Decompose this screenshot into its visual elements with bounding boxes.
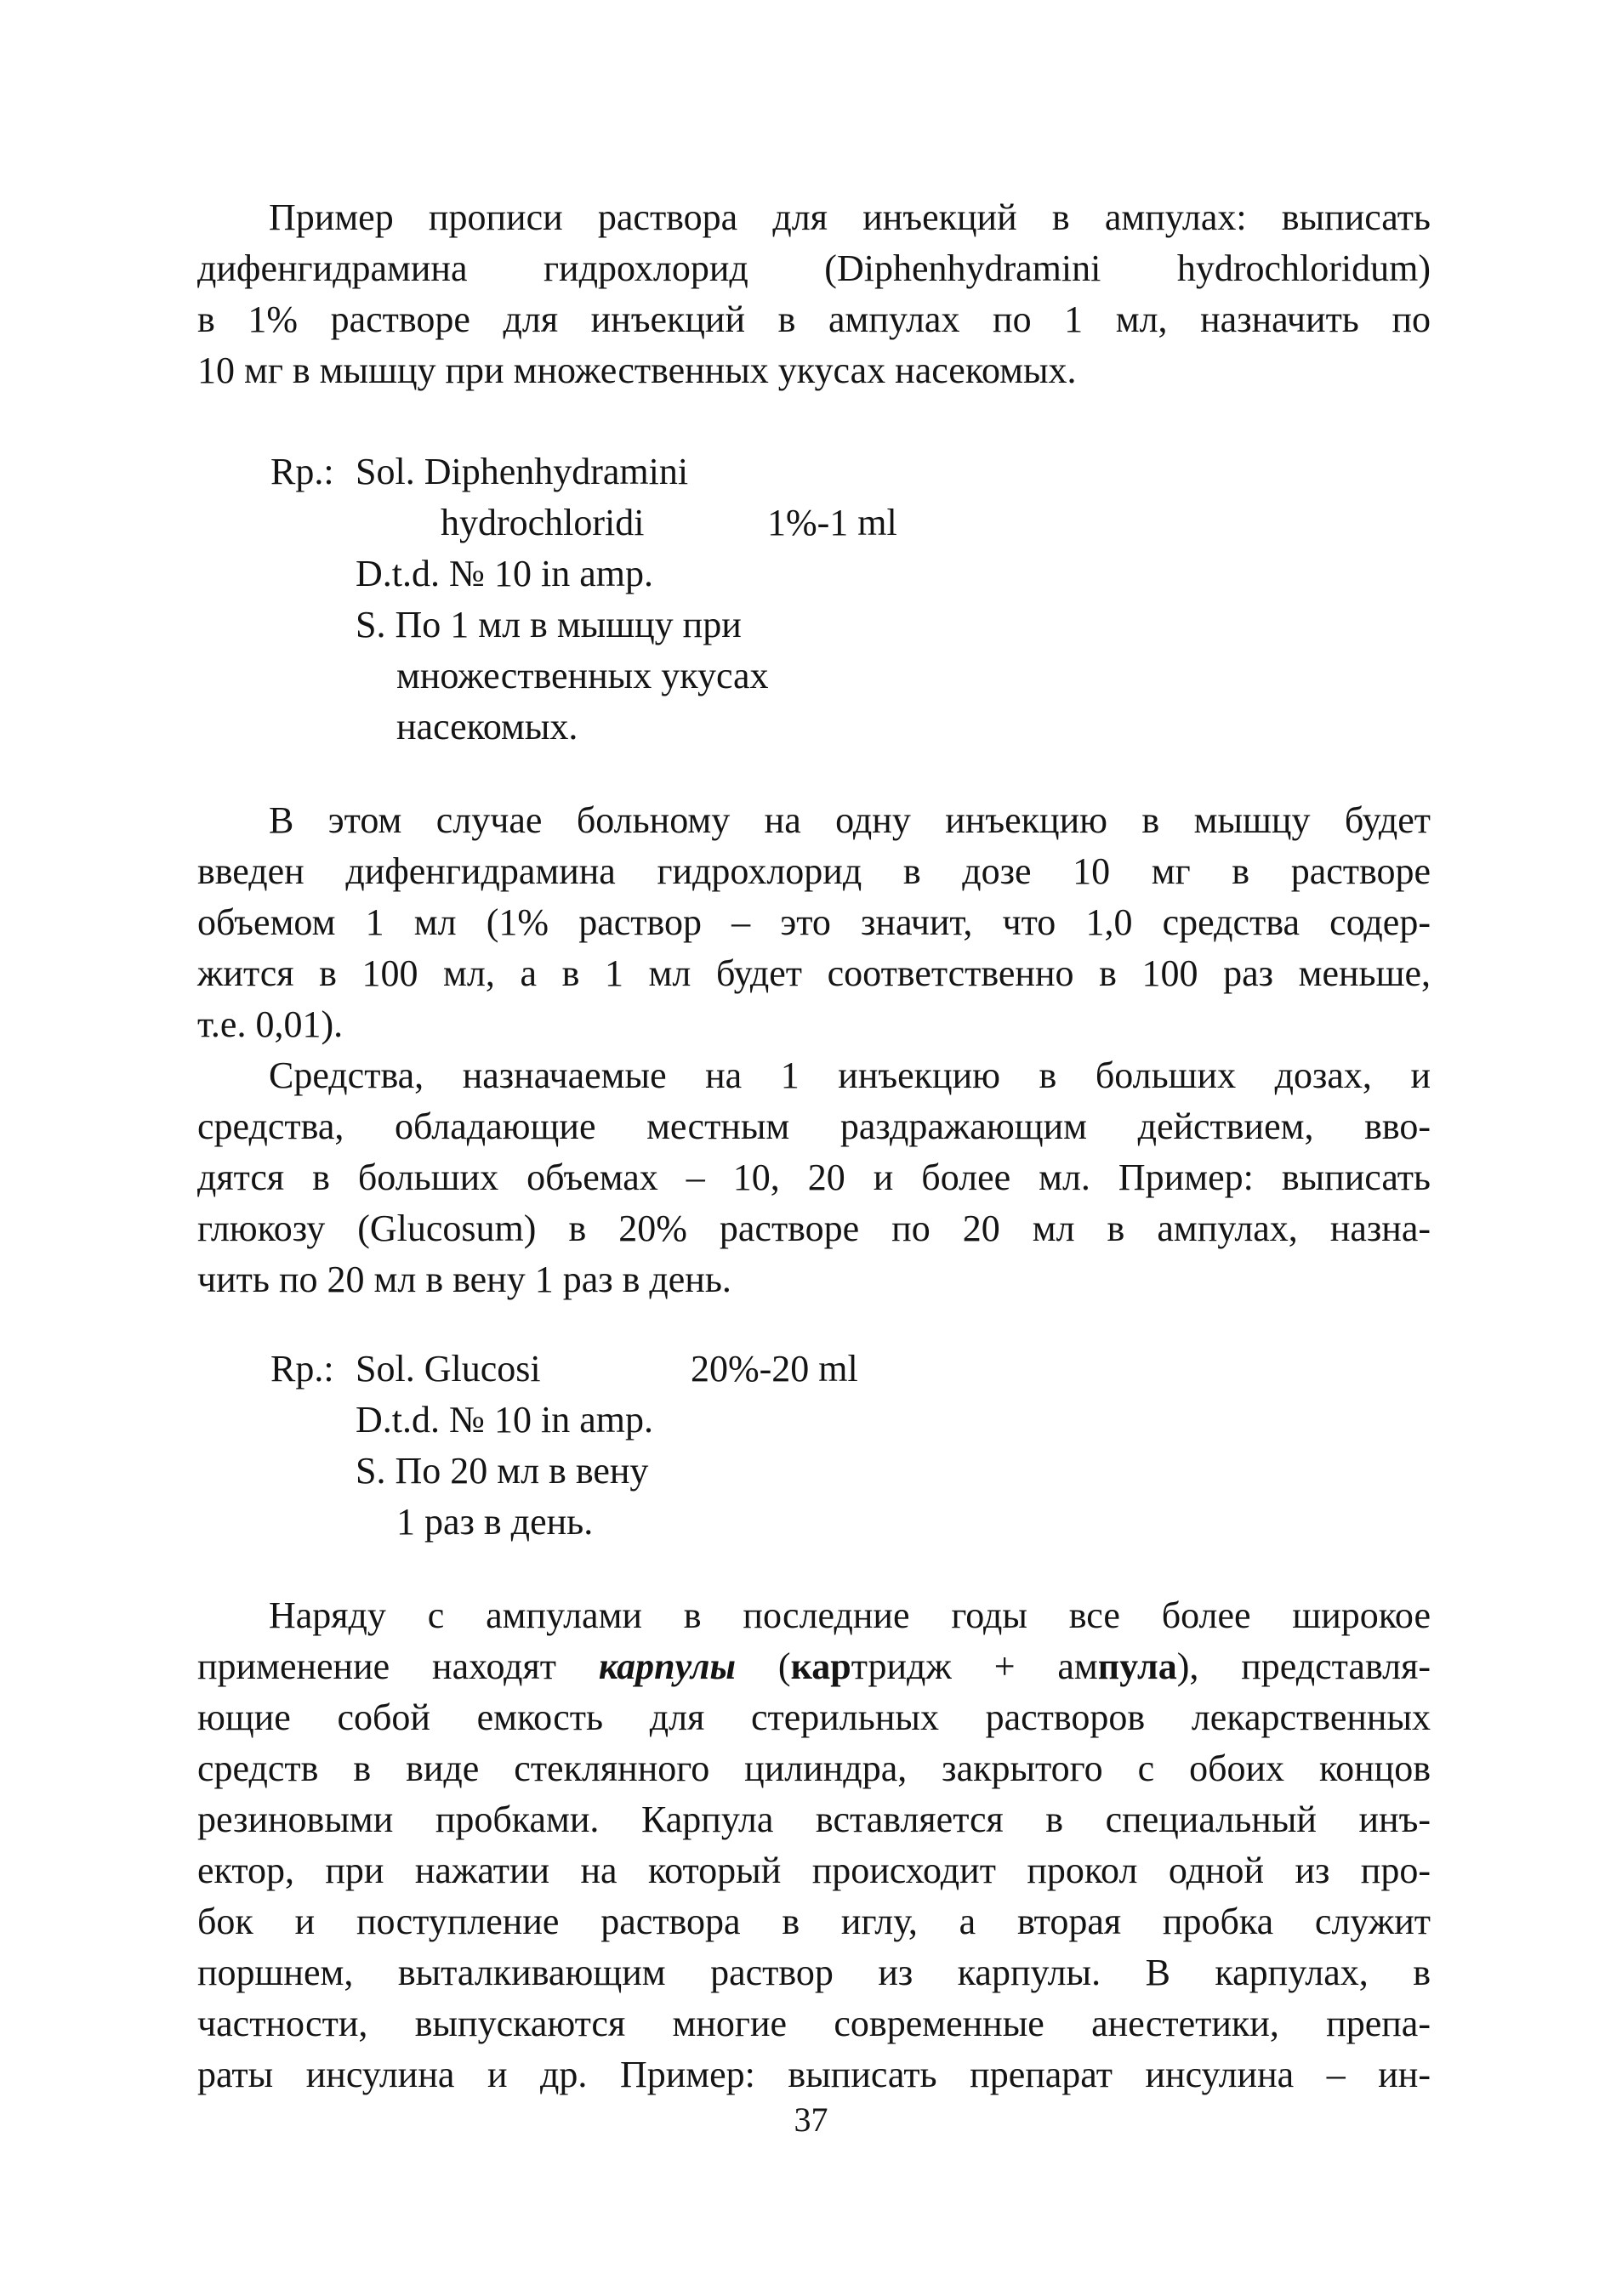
recipe-sol: Sol. Diphenhydramini	[356, 451, 689, 492]
text-line: введен дифенгидрамина гидрохлорид в дозе 10 мг в растворе	[197, 850, 1431, 892]
text-line: дифенгидрамина гидрохлорид (Diphenhydramini hydrochloridum)	[197, 247, 1431, 289]
text-line: поршнем, выталкивающим раствор из карпулы. В карпулах, в	[197, 1952, 1431, 1993]
recipe-dose: 20%-20 ml	[691, 1348, 858, 1390]
text-line: Наряду с ампулами в последние годы все более широкое	[269, 1594, 1431, 1636]
text-line: Пример прописи раствора для инъекций в ампулах: выписать	[269, 196, 1431, 238]
text-line: дятся в больших объемах – 10, 20 и более мл. Пример: выписать	[197, 1157, 1431, 1198]
text-line: частности, выпускаются многие современные анестетики, препа-	[197, 2003, 1431, 2044]
recipe-signa: насекомых.	[396, 706, 578, 747]
text-line: ектор, при нажатии на который происходит прокол одной из про-	[197, 1850, 1431, 1891]
text-line: раты инсулина и др. Пример: выписать препарат инсулина – ин-	[197, 2054, 1431, 2095]
text-segment: применение находят	[197, 1645, 599, 1687]
text-line: глюкозу (Glucosum) в 20% растворе по 20 мл в ампулах, назна-	[197, 1208, 1431, 1249]
text-line-with-term	[197, 1641, 1431, 1692]
recipe-rp: Rp.:	[270, 1348, 334, 1390]
paragraph-dose-explanation	[197, 795, 1431, 1050]
text-line: средств в виде стеклянного цилиндра, закрытого с обоих концов	[197, 1748, 1431, 1789]
recipe-dtd: D.t.d. № 10 in amp.	[356, 1399, 653, 1441]
paragraph-ampoule-example	[197, 192, 1431, 396]
recipe-dtd: D.t.d. № 10 in amp.	[356, 553, 653, 594]
recipe-sol: Sol. Glucosi	[356, 1348, 541, 1390]
text-line: 10 мг в мышцу при множественных укусах насекомых.	[197, 350, 1077, 391]
text-line: средства, обладающие местным раздражающим действием, вво-	[197, 1105, 1431, 1147]
paragraph-large-volumes	[197, 1050, 1431, 1305]
text-line: чить по 20 мл в вену 1 раз в день.	[197, 1259, 731, 1300]
recipe-dose: 1%-1 ml	[767, 502, 897, 543]
recipe-signa: S. По 20 мл в вену	[356, 1450, 649, 1492]
term-carpules: карпулы	[598, 1645, 737, 1687]
text-segment: тридж + ам	[851, 1645, 1098, 1687]
recipe-signa: множественных укусах	[396, 655, 769, 696]
recipe-rp: Rp.:	[270, 451, 334, 492]
recipe-signa: 1 раз в день.	[396, 1501, 594, 1543]
text-line: т.е. 0,01).	[197, 1003, 344, 1045]
paragraph-carpules	[197, 1590, 1431, 2100]
text-line: в 1% растворе для инъекций в ампулах по 1 мл, назначить по	[197, 298, 1431, 340]
text-segment: (	[736, 1645, 791, 1687]
text-line: бок и поступление раствора в иглу, а вторая пробка служит	[197, 1901, 1431, 1942]
text-segment: ), представля-	[1176, 1645, 1431, 1687]
text-line: объемом 1 мл (1% раствор – это значит, что 1,0 средства содер-	[197, 901, 1431, 943]
term-bold-part: кар	[790, 1645, 851, 1687]
text-line: резиновыми пробками. Карпула вставляется в специальный инъ-	[197, 1799, 1431, 1840]
text-line: В этом случае больному на одну инъекцию в мышцу будет	[269, 799, 1431, 841]
recipe-signa: S. По 1 мл в мышцу при	[356, 604, 742, 645]
recipe-substance-name: hydrochloridi	[441, 502, 645, 543]
text-line: Средства, назначаемые на 1 инъекцию в больших дозах, и	[269, 1054, 1431, 1096]
text-line: жится в 100 мл, а в 1 мл будет соответственно в 100 раз меньше,	[197, 952, 1431, 994]
text-line: ющие собой емкость для стерильных растворов лекарственных	[197, 1696, 1431, 1738]
term-bold-part: пула	[1097, 1645, 1177, 1687]
page-number: 37	[794, 2100, 828, 2139]
